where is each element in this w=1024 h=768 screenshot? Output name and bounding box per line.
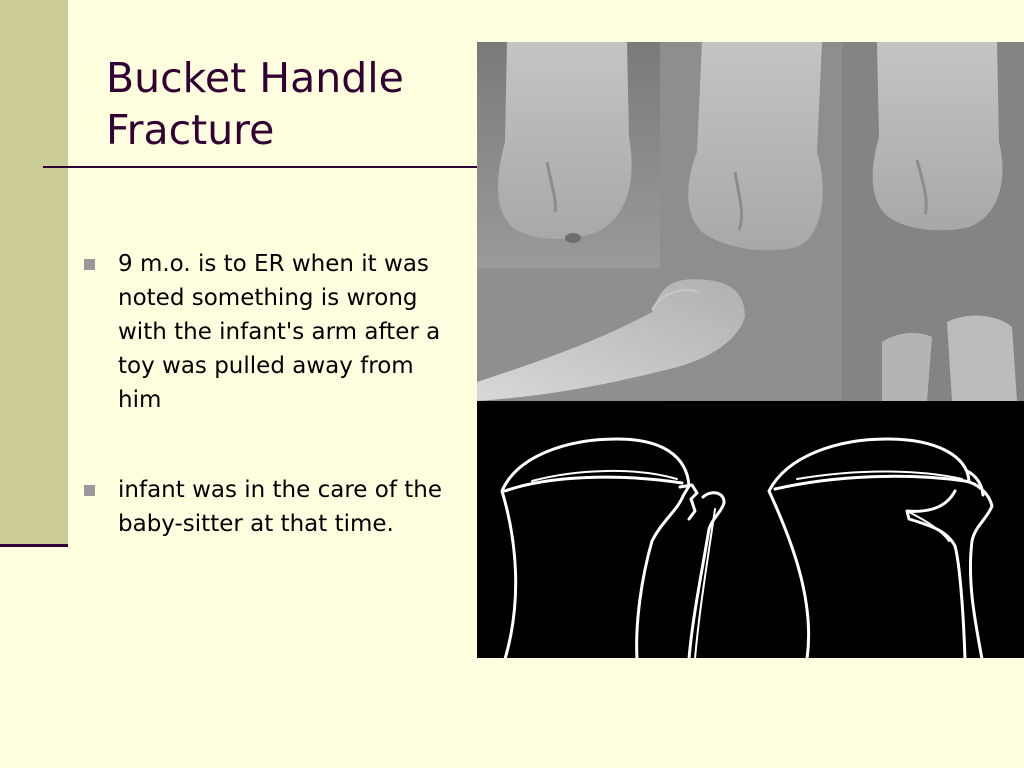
slide-title-line-2: Fracture bbox=[106, 106, 275, 154]
diagram-icon bbox=[477, 401, 1024, 658]
square-bullet-icon bbox=[84, 485, 95, 496]
title-underline-rule bbox=[43, 166, 477, 168]
bullet-text: infant was in the care of the baby-sitter at that time. bbox=[118, 477, 442, 537]
accent-band-rule bbox=[0, 544, 68, 547]
left-accent-band bbox=[0, 0, 68, 546]
slide-title-line-1: Bucket Handle bbox=[106, 54, 404, 102]
bullet-text: 9 m.o. is to ER when it was noted something is wrong with the infant's arm after a toy was pulled away from him bbox=[118, 251, 441, 413]
radiograph-icon bbox=[477, 42, 1024, 401]
bullet-item bbox=[82, 473, 462, 541]
bullet-list bbox=[82, 247, 462, 597]
bullet-item bbox=[82, 247, 462, 417]
square-bullet-icon bbox=[84, 259, 95, 270]
fracture-diagram-image bbox=[477, 401, 1024, 658]
elbow-xray-image bbox=[477, 42, 1024, 401]
slide-title bbox=[106, 52, 466, 156]
